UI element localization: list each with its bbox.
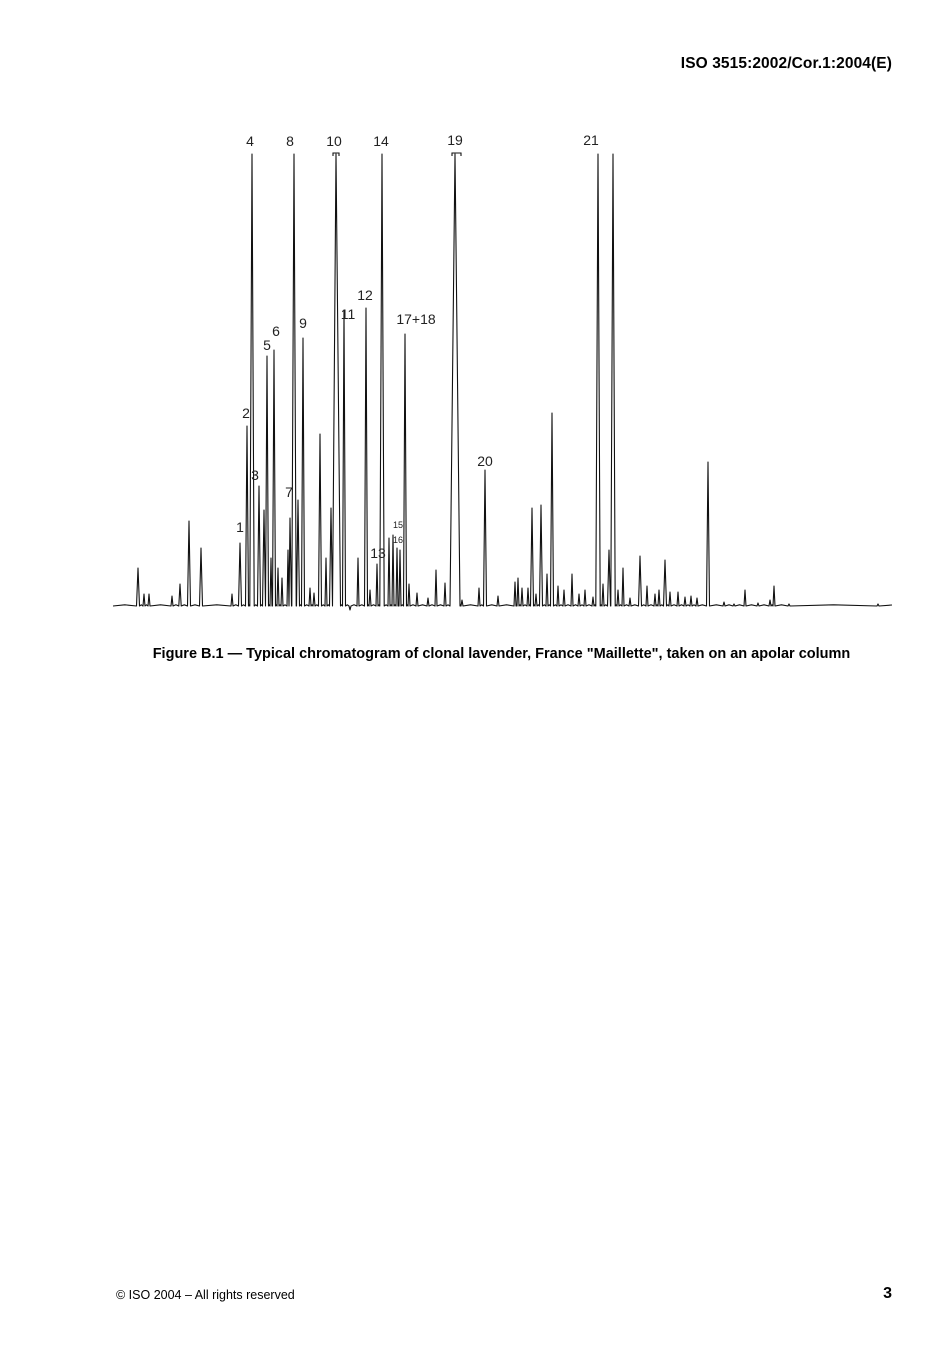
peak-label: 10 bbox=[326, 133, 342, 149]
document-reference: ISO 3515:2002/Cor.1:2004(E) bbox=[680, 55, 892, 72]
figure-caption-text: Figure B.1 — Typical chromatogram of clonal lavender, France "Maillette", taken on an apolar column bbox=[152, 646, 851, 662]
peak-label: 3 bbox=[251, 467, 259, 483]
peak-label: 15 bbox=[392, 520, 404, 530]
peak-label: 21 bbox=[583, 132, 599, 148]
chromatogram-figure bbox=[110, 128, 895, 618]
peak-label: 17+18 bbox=[396, 311, 436, 327]
page-number: 3 bbox=[883, 1285, 892, 1302]
peak-label: 13 bbox=[370, 545, 386, 561]
peak-label: 6 bbox=[272, 323, 280, 339]
peak-label: 5 bbox=[263, 337, 271, 353]
peak-label: 19 bbox=[447, 132, 463, 148]
chromatogram-trace bbox=[113, 154, 892, 610]
figure-caption bbox=[0, 646, 950, 662]
peak-label: 7 bbox=[285, 484, 293, 500]
peak-label: 1 bbox=[236, 519, 244, 535]
peak-label: 12 bbox=[357, 287, 373, 303]
peak-label: 2 bbox=[242, 405, 250, 421]
peak-label: 16 bbox=[392, 535, 404, 545]
chromatogram-plot bbox=[110, 128, 895, 618]
peak-label: 9 bbox=[299, 315, 307, 331]
peak-label: 20 bbox=[477, 453, 493, 469]
copyright-notice: © ISO 2004 – All rights reserved bbox=[116, 1288, 295, 1302]
off-scale-peak-top bbox=[452, 153, 461, 156]
peak-label: 11 bbox=[340, 306, 356, 322]
peak-label: 14 bbox=[373, 133, 389, 149]
peak-label: 8 bbox=[286, 133, 294, 149]
peak-label: 4 bbox=[246, 133, 254, 149]
